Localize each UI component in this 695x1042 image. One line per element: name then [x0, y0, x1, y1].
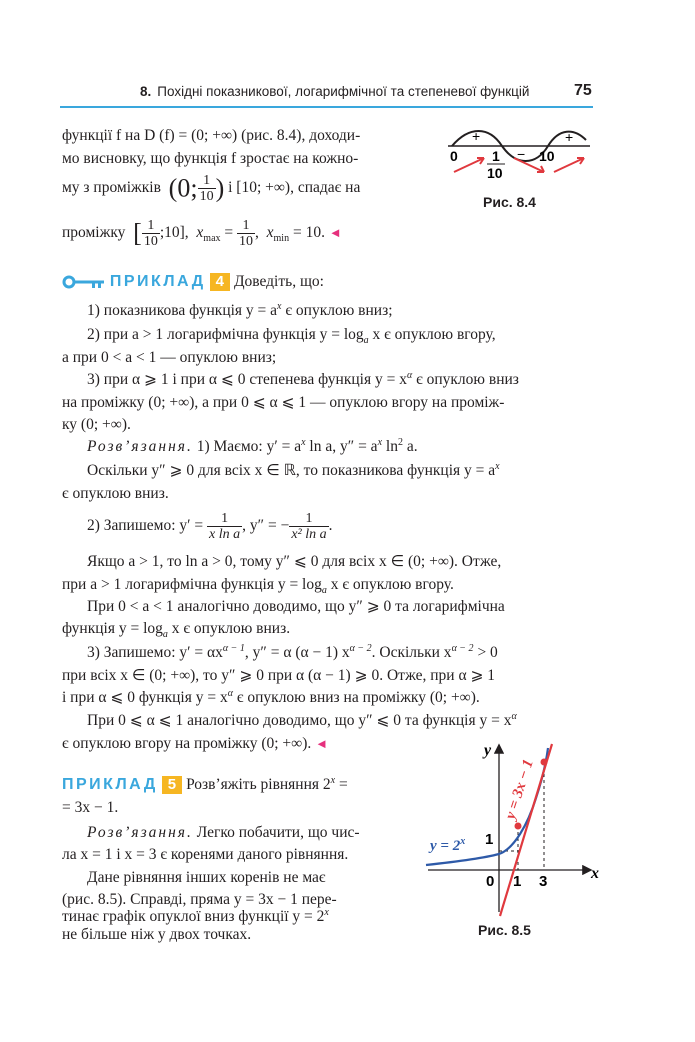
text-line: функції f на D (f) = (0; +∞) (рис. 8.4), доходи-	[62, 127, 361, 144]
figure-caption: Рис. 8.5	[478, 922, 531, 938]
text-line: ку (0; +∞).	[62, 416, 131, 433]
sign-minus: −	[517, 146, 526, 162]
line-label: y = 3x − 1	[502, 757, 537, 822]
y-tick-1: 1	[485, 831, 494, 848]
text-line: при a > 1 логарифмічна функція $y = \log_a x$ є опуклою вгору.	[62, 576, 454, 597]
figure-8-5	[424, 738, 599, 918]
tick-10: 10	[539, 148, 555, 164]
tick-1-num: 1	[492, 148, 500, 164]
intersection-point	[515, 823, 522, 830]
example-5-heading: ПРИКЛАД 5 Розв’яжіть рівняння $2^x$ =	[62, 774, 348, 793]
section-title: Похідні показникової, логарифмічної та степеневої функцій	[157, 84, 530, 99]
end-of-solution-mark: ◄	[328, 225, 342, 240]
increase-arrow	[454, 158, 484, 172]
sign-plus: +	[565, 129, 574, 145]
figure-8-4	[444, 122, 594, 188]
running-header	[140, 84, 529, 99]
key-icon	[62, 275, 106, 289]
text-line: 2) при a > 1 логарифмічна функція $y = \log_a x$ є опуклою вгору,	[87, 326, 496, 347]
origin-label: 0	[486, 873, 495, 890]
text-line: При 0 ⩽ α ⩽ 1 аналогічно доводимо, що y″ ⩽ 0 та функція $y = x^\alpha$	[87, 710, 517, 729]
text-line: 3) Запишемо: $y' = \alpha x^{\alpha - 1}$, y″ = α (α − 1) $x^{\alpha - 2}$. Оскільки $x^{\alpha - 2} > 0$	[87, 642, 498, 661]
page-number: 75	[574, 82, 592, 99]
text-line: не більше ніж у двох точках.	[62, 926, 252, 943]
text-line: на проміжку (0; +∞), а при 0 ⩽ α ⩽ 1 — опуклою вгору на промiж-	[62, 394, 505, 411]
text-line: мо висновку, що функція f зростає на кожно-	[62, 150, 359, 167]
text-line: 2) Запишемо: y′ = $\frac{1}{\text{x ln a}}$ , y″ = − $\frac{1}{\text{x² ln a}}$ .	[87, 510, 333, 542]
section-number: 8.	[140, 84, 152, 99]
text-line: проміжку [ $\frac{1}{10}$ ;10], $x_{max}$ = $\frac{1}{10}$ , $x_{min} = 10$. ◄	[62, 217, 342, 249]
text-line: є опуклою вгору на проміжку (0; +∞). ◄	[62, 735, 328, 752]
text-line: 3) при α ⩾ 1 і при α ⩽ 0 степенева функція $y = x^\alpha$ є опуклою вниз	[87, 369, 519, 388]
text-line: є опуклою вниз.	[62, 485, 169, 502]
text-line: і при α ⩽ 0 функція $y = x^\alpha$ є опуклою вниз на проміжку (0; +∞).	[62, 687, 480, 706]
text-line: Оскільки y″ ⩾ 0 для всіх x ∈ ℝ, то показникова функція $y = a^x$	[87, 460, 500, 479]
x-tick-1: 1	[513, 873, 522, 890]
text-line: 1) показникова функція $y = a^x$ є опуклою вниз;	[87, 300, 393, 319]
increase-arrow	[554, 158, 584, 172]
text-line: функція $y = \log_a x$ є опуклою вниз.	[62, 620, 291, 641]
text-line: Якщо a > 1, то ln a > 0, тому y″ ⩽ 0 для всіх x ∈ (0; +∞). Отже,	[87, 553, 502, 570]
text-line: = 3x − 1.	[62, 799, 119, 816]
intersection-point	[541, 759, 548, 766]
text-line: ла x = 1 і x = 3 є коренями даного рівняння.	[62, 846, 349, 863]
text-line: а при 0 < a < 1 — опуклою вниз;	[62, 349, 277, 366]
y-axis-label: y	[484, 742, 492, 759]
sign-plus: +	[472, 128, 481, 144]
text-line: тинає графік опуклої вниз функції $y = 2^x$	[62, 906, 329, 925]
text-line: Розв’язання. 1) Маємо: $y' = a^x$ ln a, $y'' = a^x$ $\ln^2 a$.	[87, 436, 418, 455]
end-of-solution-mark: ◄	[315, 736, 328, 751]
text-line: при всіх x ∈ (0; +∞), то y″ ⩾ 0 при α (α − 1) ⩾ 0. Отже, при α ⩾ 1	[62, 667, 496, 684]
text-line: Дане рівняння інших коренів не має	[87, 869, 326, 886]
figure-caption: Рис. 8.4	[483, 194, 536, 210]
example-4-heading: ПРИКЛАД 4 Доведіть, що:	[62, 273, 324, 291]
curve-label: $y = 2^x$	[430, 836, 466, 854]
x-axis-label: x	[591, 865, 599, 882]
text-line: му з проміжків (0; $\frac{1}{10}$ ) і [10; +∞), спадає на	[62, 172, 361, 204]
text-line: При 0 < a < 1 аналогічно доводимо, що y″ ⩾ 0 та логарифмічна	[87, 598, 505, 615]
tick-0: 0	[450, 148, 458, 164]
x-tick-3: 3	[539, 873, 548, 890]
tick-1-den: 10	[487, 165, 503, 181]
text-line: (рис. 8.5). Справді, пряма y = 3x − 1 пере-	[62, 891, 337, 908]
header-rule	[60, 106, 593, 108]
text-line: Розв’язання. Легко побачити, що чис-	[87, 824, 360, 841]
